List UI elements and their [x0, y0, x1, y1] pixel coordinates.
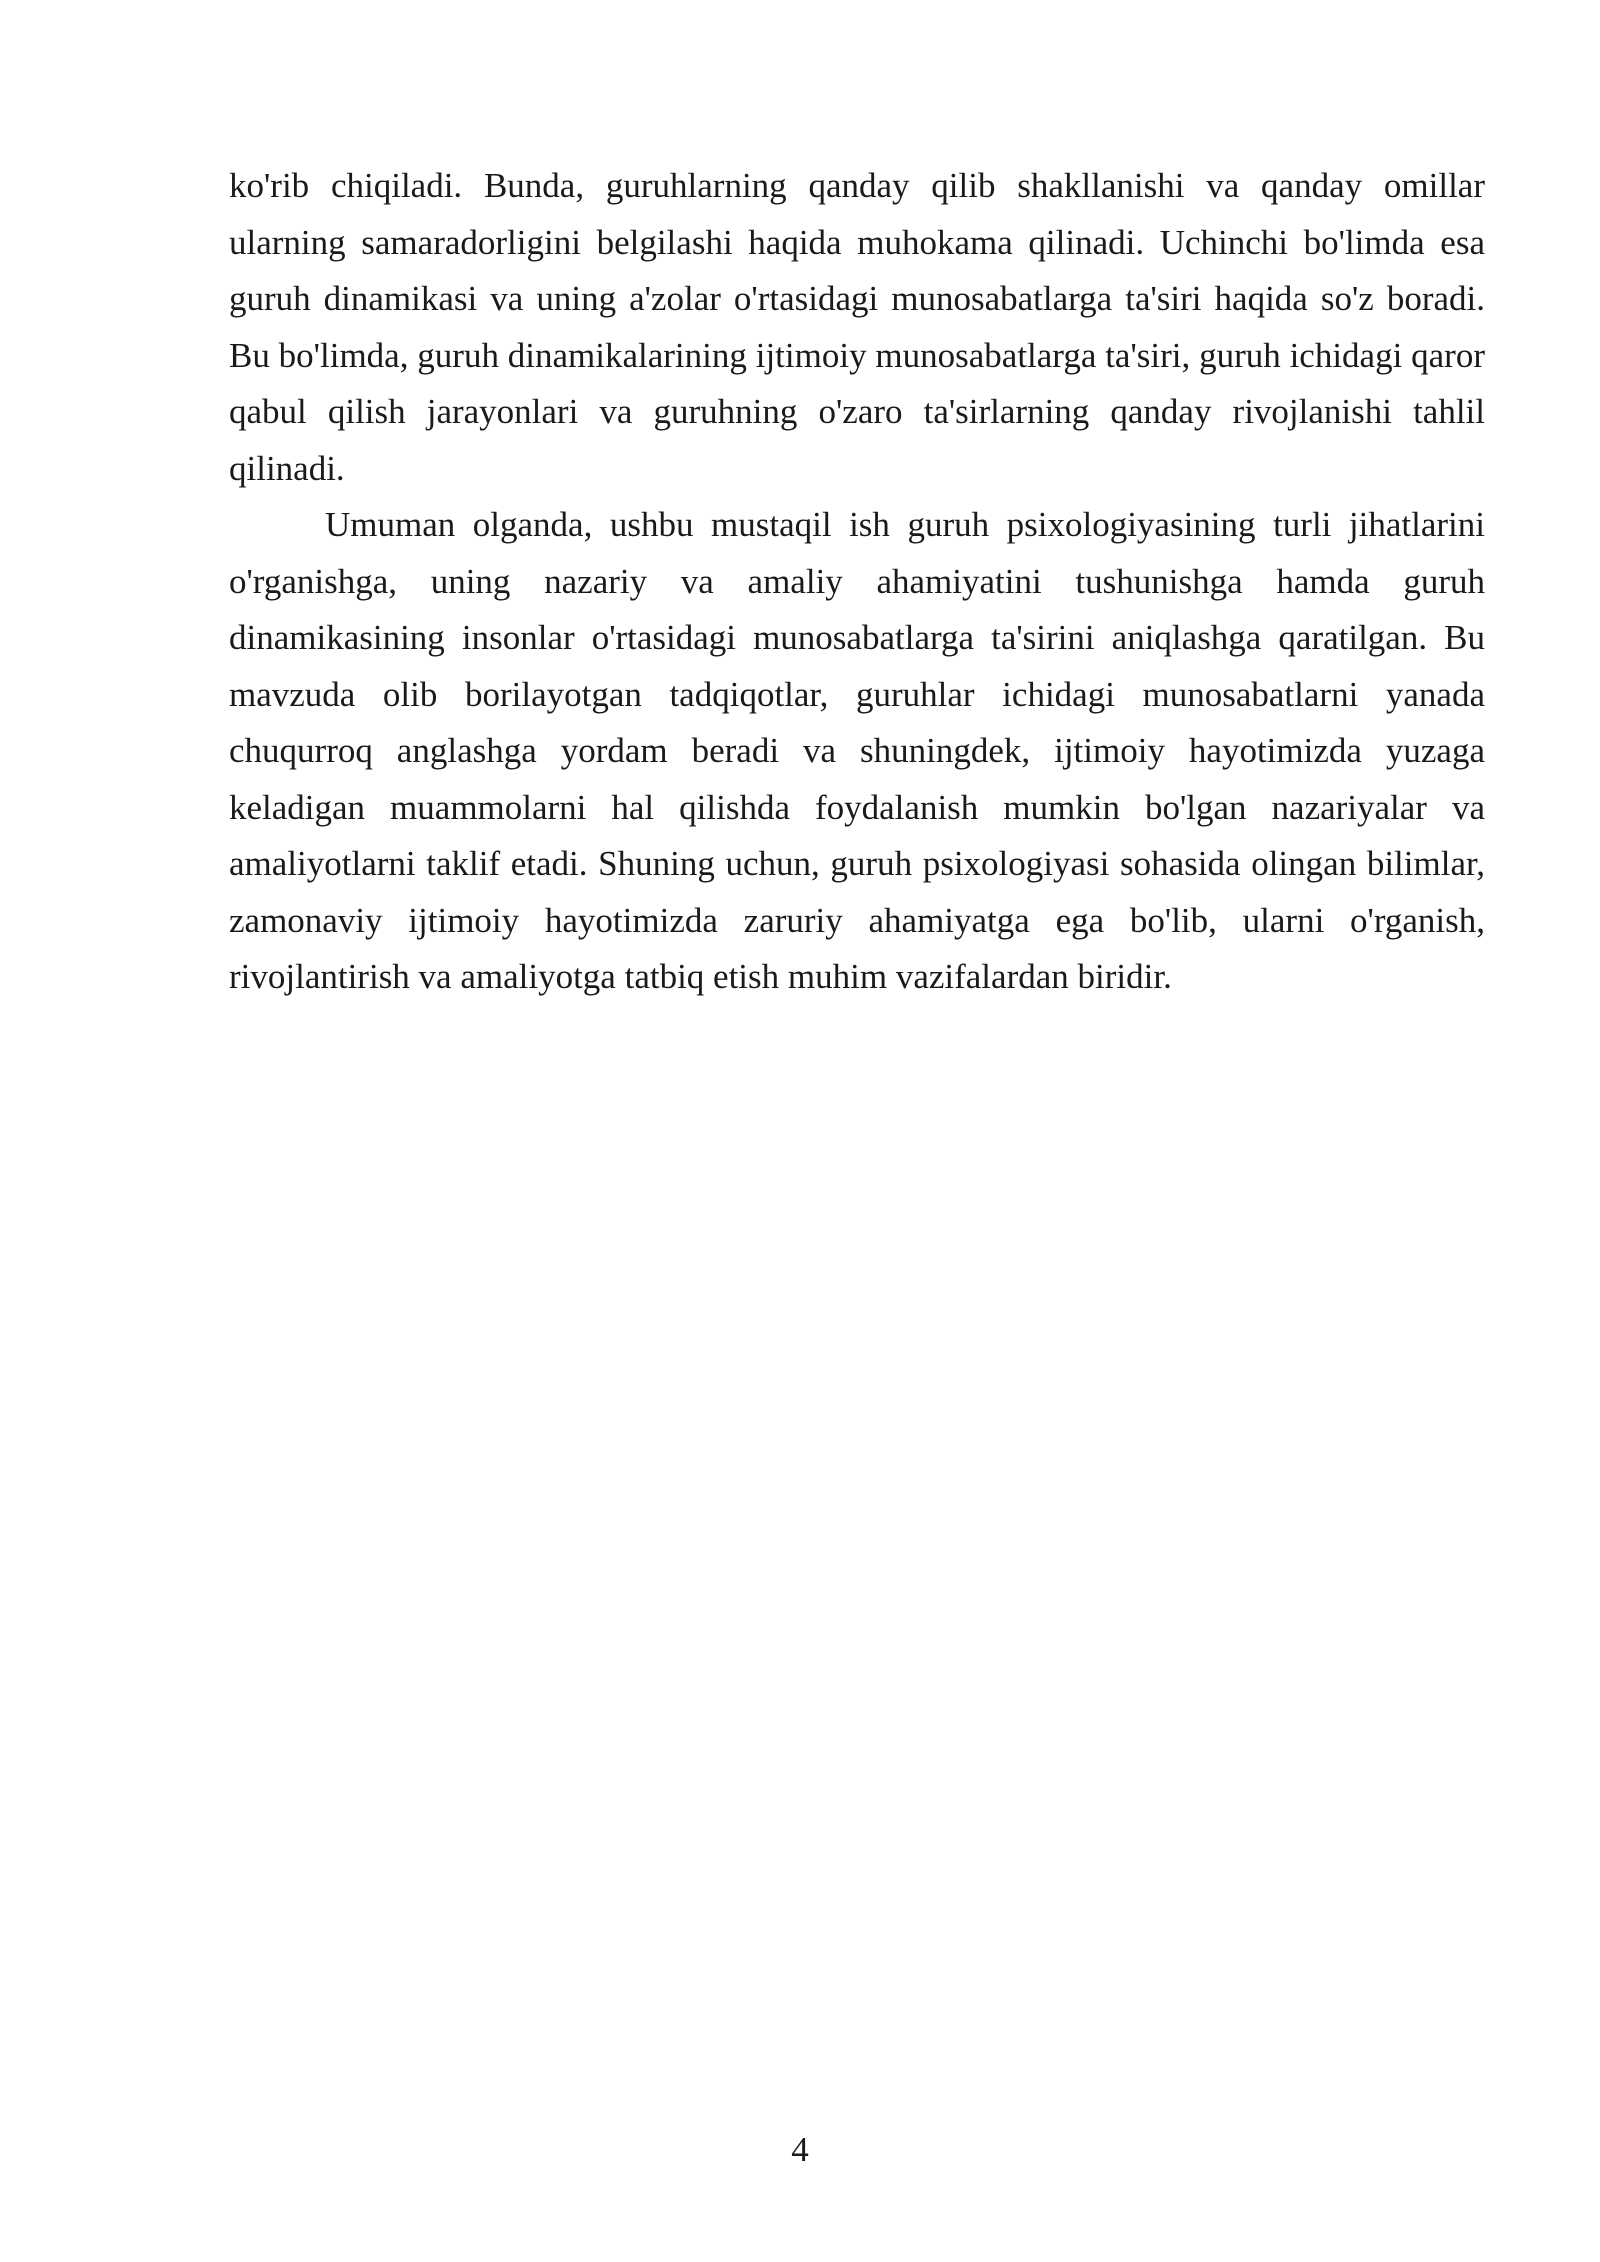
paragraph-continuation: ko'rib chiqiladi. Bunda, guruhlarning qanday qilib shakllanishi va qanday omillar ularning samaradorligini belgilashi haqida muhokama qilinadi. Uchinchi bo'limda esa guruh dinamikasi va uning a'zolar o'rtasidagi munosabatlarga ta'siri haqida so'z boradi. Bu bo'limda, guruh dinamikalarining ijtimoiy munosabatlarga ta'siri, guruh ichidagi qaror qabul qilish jarayonlari va guruhning o'zaro ta'sirlarning qanday rivojlanishi tahlil qilinadi.	[229, 166, 1485, 488]
paragraph-summary: Umuman olganda, ushbu mustaqil ish guruh psixologiyasining turli jihatlarini o'rganishga, uning nazariy va amaliy ahamiyatini tushunishga hamda guruh dinamikasining insonlar o'rtasidagi munosabatlarga ta'sirini aniqlashga qaratilgan. Bu mavzuda olib borilayotgan tadqiqotlar, guruhlar ichidagi munosabatlarni yanada chuqurroq anglashga yordam beradi va shuningdek, ijtimoiy hayotimizda yuzaga keladigan muammolarni hal qilishda foydalanish mumkin bo'lgan nazariyalar va amaliyotlarni taklif etadi. Shuning uchun, guruh psixologiyasi sohasida olingan bilimlar, zamonaviy ijtimoiy hayotimizda zaruriy ahamiyatga ega bo'lib, ularni o'rganish, rivojlantirish va amaliyotga tatbiq etish muhim vazifalardan biridir.	[229, 505, 1485, 996]
body-text	[229, 158, 1485, 1006]
page-number: 4	[791, 2130, 809, 2169]
